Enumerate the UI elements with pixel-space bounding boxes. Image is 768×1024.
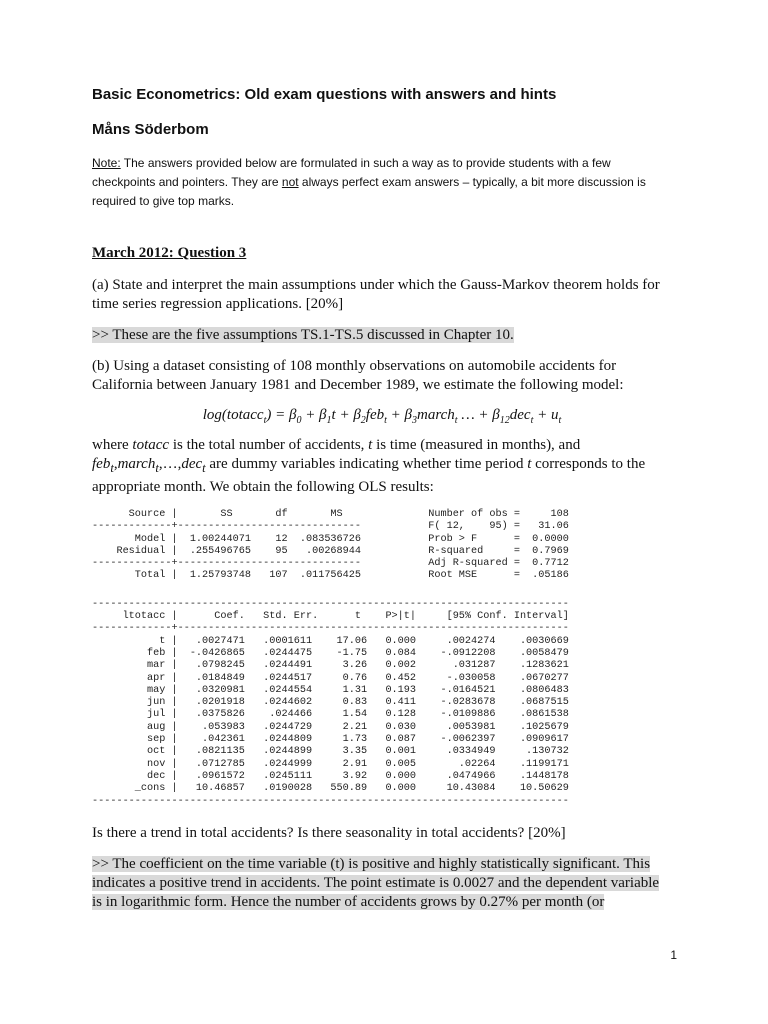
author-name: Måns Söderbom [92, 121, 209, 138]
answer-a-text: >> These are the five assumptions TS.1-TS.5 discussed in Chapter 10. [92, 327, 514, 343]
note-label: Note: [92, 156, 121, 170]
anova-table-output: Source | SS df MS Number of obs = 108 -------------+------------------------------ F( 12, 95) = 31.06 Model | 1.00244071 12 .083536726 Prob > F = 0.0000 Residual | .255496765 95 .00268944 R-squared = 0.7969 -------------+------------------------------ Adj R-squared = 0.7712 Total | 1.25793748 107 .011756425 Root MSE = .05186 [92, 509, 569, 582]
trend-question: Is there a trend in total accidents? Is there seasonality in total accidents? [20%] [92, 824, 566, 841]
question-heading: March 2012: Question 3 [92, 245, 247, 261]
note-text-after: always perfect exam answers – typically, a bit more discussion is required to give top marks. [92, 175, 646, 208]
variable-definitions: where totacc is the total number of accidents, t is time (measured in months), and feb$_t$,march$_t$,…,dec$_t$ are dummy variables indicating whether time period t corresponds to the appropriate month. We obtain the following OLS results: [92, 437, 646, 495]
regression-coefficients-output: ------------------------------------------------------------------------------ ltotacc | Coef. Std. Err. t P>|t| [95% Conf. Interval] -------------+---------------------------------------------------------------- t | .0027471 .0001611 17.06 0.000 .0024274 .0030669 feb | -.0426865 .0244475 -1.75 0.084 -.0912208 .0058479 mar | .0798245 .0244491 3.26 0.002 .031287 .1283621 apr | .0184849 .0244517 0.76 0.452 -.030058 .0670277 may | .0320981 .0244554 1.31 0.193 -.0164521 .0806483 jun | .0201918 .0244602 0.83 0.411 -.0283678 .0687515 jul | .0375826 .024466 1.54 0.128 -.0109886 .0861538 aug | .053983 .0244729 2.21 0.030 .0053981 .1025679 sep | .042361 .0244809 1.73 0.087 -.0062397 .0909617 oct | .0821135 .0244899 3.35 0.001 .0334949 .130732 nov | .0712785 .0244999 2.91 0.005 .02264 .1199171 dec | .0961572 .0245111 3.92 0.000 .0474966 .1448178 _cons | 10.46857 .0190028 550.89 0.000 10.43084 10.50629 ------------------------------------------------------------------------------ [92, 598, 569, 807]
part-a-text: (a) State and interpret the main assumptions under which the Gauss-Markov theorem holds for time series regression applications. [20%] [92, 277, 660, 312]
model-equation: log(totacc$_t$) = $\beta_0 + \beta_1t + \beta_2feb_t$ + $\beta_3march_t$ … + $\beta_{12}dec_t + u_t$ [202, 407, 562, 426]
part-b-text: (b) Using a dataset consisting of 108 monthly observations on automobile accidents for California between January 1981 and December 1989, we estimate the following model: [92, 358, 624, 393]
document-page [92, 86, 672, 924]
trend-answer-paragraph [92, 855, 672, 912]
trend-answer-text: >> The coefficient on the time variable (t) is positive and highly statistically significant. This indicates a positive trend in accidents. The point estimate is 0.0027 and the dependent variable is in logarithmic form. Hence the number of accidents grows by 0.27% per month (or [92, 855, 660, 910]
page-number: 1 [670, 948, 677, 962]
note-paragraph [92, 154, 672, 211]
note-text-before: The answers provided below are formulated in such a way as to provide students with a few checkpoints and pointers. They are [92, 156, 611, 189]
document-title: Basic Econometrics: Old exam questions with answers and hints [92, 86, 557, 103]
answer-a-paragraph [92, 326, 672, 345]
note-emphasis: not [281, 175, 299, 189]
